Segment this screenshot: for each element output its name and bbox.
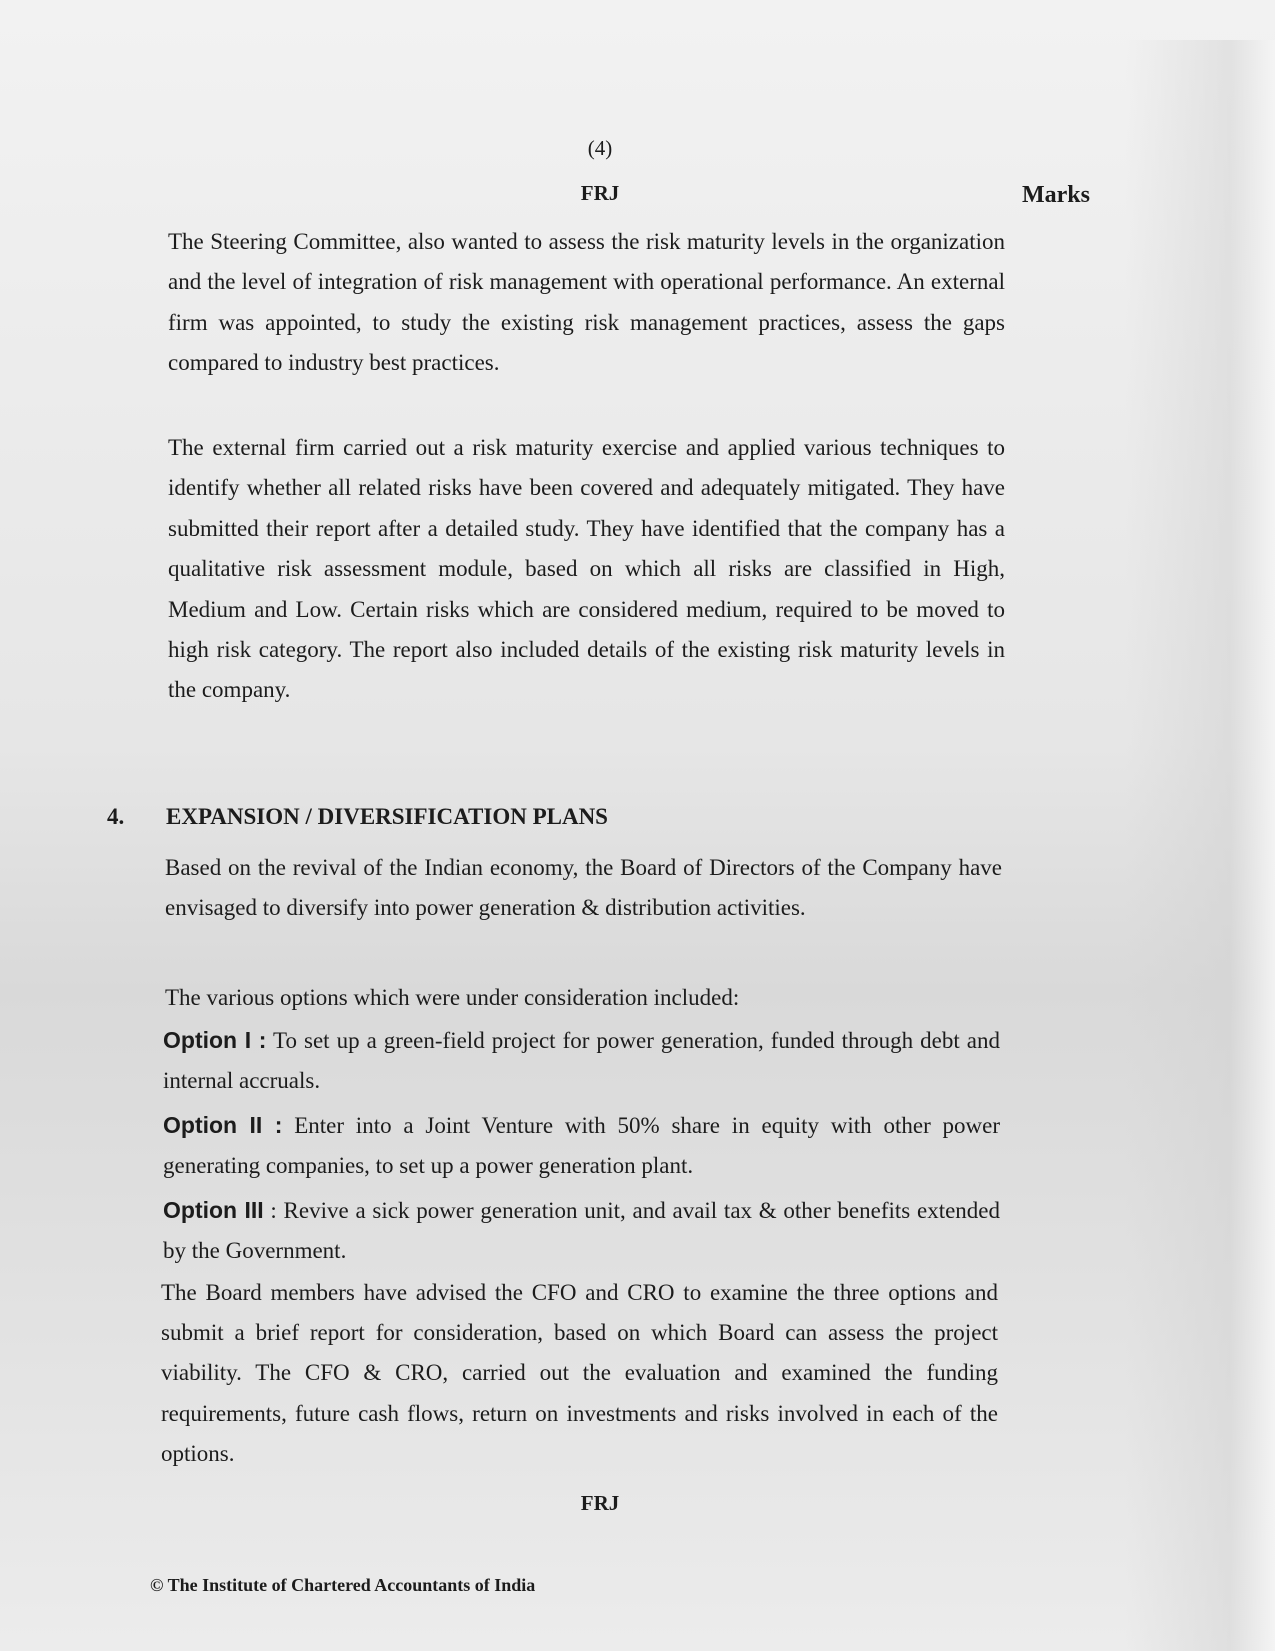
paragraph-external-firm: The external firm carried out a risk maturity exercise and applied various techniques to identify whether all related risks have been covered and adequately mitigated. They have submitted their report after a detailed study. They have identified that the company has a qualitative risk assessment module, based on which all risks are classified in High, Medium and Low. Certain risks which are considered medium, required to be moved to high risk category. The report also included details of the existing risk maturity levels in the company. <box>168 435 1005 703</box>
option-item <box>163 1020 1000 1101</box>
paper-code-header: FRJ <box>580 181 620 205</box>
paragraph-revival: Based on the revival of the Indian economy, the Board of Directors of the Company have envisaged to diversify into power generation & distribution activities. <box>165 855 1002 920</box>
option-label: Option II : <box>163 1112 283 1138</box>
marks-column-label: Marks <box>1022 182 1090 208</box>
page-number: (4) <box>587 136 613 160</box>
section-number: 4. <box>107 804 125 829</box>
paragraph-board-advice: The Board members have advised the CFO and CRO to examine the three options and submit a brief report for consideration, based on which Board can assess the project viability. The CFO & CRO, carried out the evaluation and examined the funding requirements, future cash flows, return on investments and risks involved in each of the options. <box>161 1280 998 1466</box>
option-item <box>163 1190 1000 1271</box>
section-heading: EXPANSION / DIVERSIFICATION PLANS <box>166 804 608 829</box>
option-text: To set up a green-field project for power generation, funded through debt and internal accruals. <box>163 1028 1000 1093</box>
option-text: Enter into a Joint Venture with 50% share in equity with other power generating companies, to set up a power generation plant. <box>163 1113 1000 1178</box>
paper-code-footer: FRJ <box>580 1491 620 1515</box>
paragraph-options-intro: The various options which were under consideration included: <box>165 985 740 1010</box>
paragraph-steering-committee: The Steering Committee, also wanted to assess the risk maturity levels in the organization and the level of integration of risk management with operational performance. An external firm was appointed, to study the existing risk management practices, assess the gaps compared to industry best practices. <box>168 229 1005 376</box>
option-label: Option III <box>163 1197 264 1223</box>
option-text: : Revive a sick power generation unit, and avail tax & other benefits extended by the Government. <box>163 1198 1000 1263</box>
page-edge-shadow <box>1125 40 1275 1651</box>
option-item <box>163 1105 1000 1186</box>
copyright-notice: © The Institute of Chartered Accountants of India <box>150 1575 536 1595</box>
option-label: Option I : <box>163 1027 267 1053</box>
